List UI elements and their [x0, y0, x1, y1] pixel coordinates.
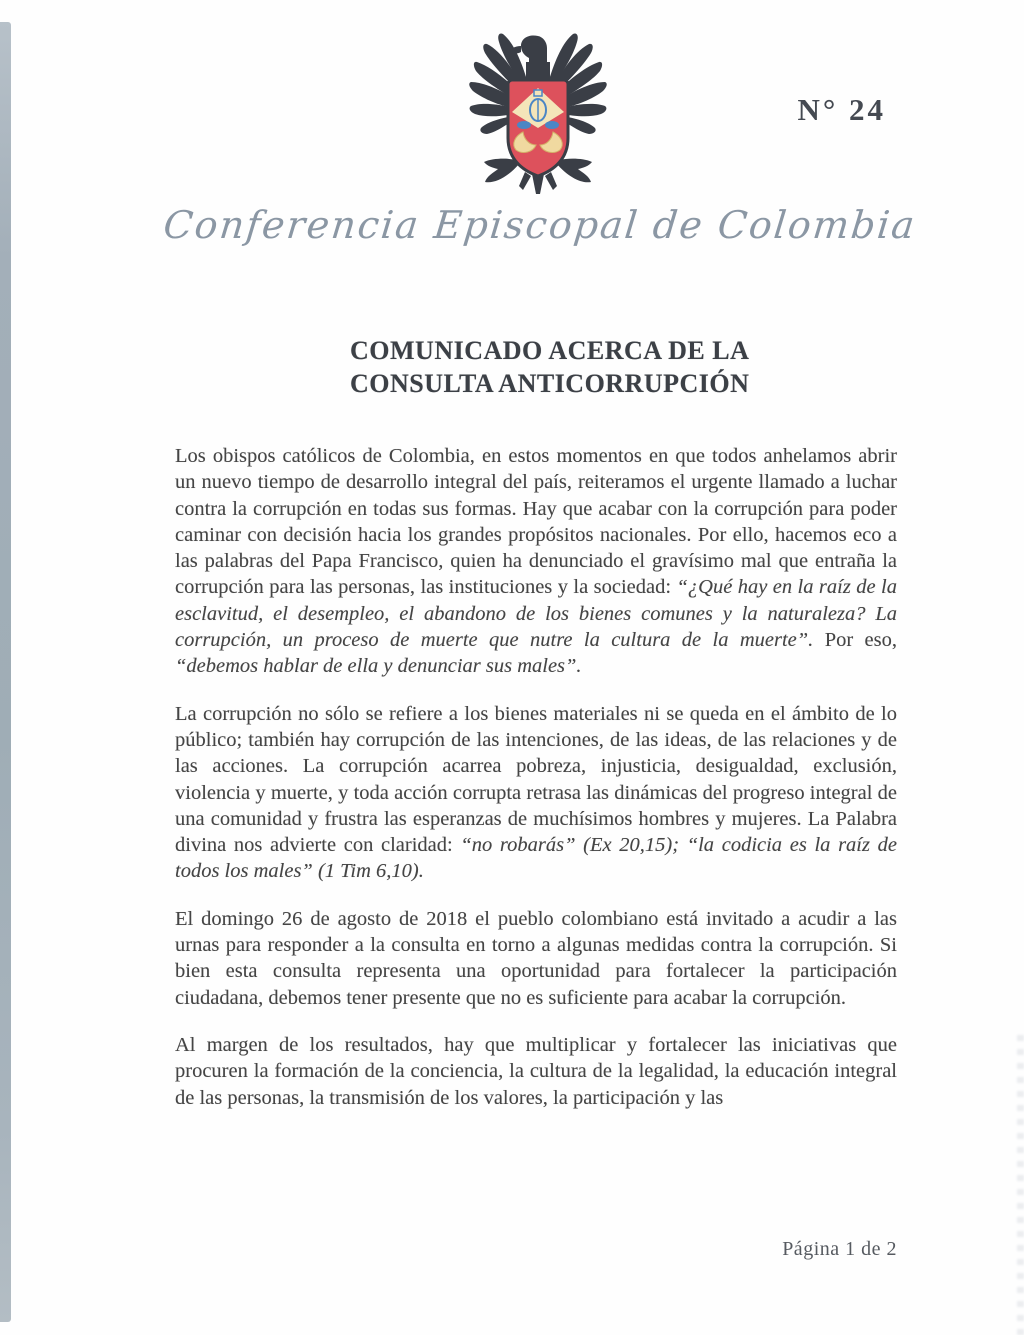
episcopal-crest	[463, 26, 613, 196]
organization-name: Conferencia Episcopal de Colombia	[161, 203, 919, 247]
scan-ghost-artifact	[1017, 1035, 1024, 1335]
eagle-with-shield-crest-icon	[463, 26, 613, 196]
document-title-line2: CONSULTA ANTICORRUPCIÓN	[350, 369, 750, 398]
document-body	[175, 443, 897, 1132]
paragraph: El domingo 26 de agosto de 2018 el pueblo colombiano está invitado a acudir a las urnas para responder a la consulta en torno a algunas medidas contra la corrupción. Si bien esta consulta representa una oportunidad para fortalecer la participación ciudadana, debemos tener presente que no es suficiente para acabar la corrupción.	[175, 907, 897, 1009]
document-number: N° 24	[797, 92, 886, 127]
document-title	[350, 334, 749, 400]
page-number-footer: Página 1 de 2	[782, 1238, 897, 1260]
paragraph: La corrupción no sólo se refiere a los bienes materiales ni se queda en el ámbito de lo público; también hay corrupción de las intenciones, de las ideas, de las relaciones y de las acciones. La corrupción acarrea pobreza, injusticia, desigualdad, exclusión, violencia y muerte, y toda acción corrupta retrasa las dinámicas del progreso integral de una comunidad y frustra las esperanzas de muchísimos hombres y mujeres. La Palabra divina nos advierte con claridad: “no robarás” (Ex 20,15); “la codicia es la raíz de todos los males” (1 Tim 6,10).	[175, 702, 897, 883]
document-title-line1: COMUNICADO ACERCA DE LA	[350, 336, 750, 365]
paragraph: Al margen de los resultados, hay que multiplicar y fortalecer las iniciativas que procuren la formación de la conciencia, la cultura de la legalidad, la educación integral de las personas, la transmisión de los valores, la participación y las	[175, 1033, 897, 1109]
paragraph: Los obispos católicos de Colombia, en estos momentos en que todos anhelamos abrir un nuevo tiempo de desarrollo integral del país, reiteramos el urgente llamado a luchar contra la corrupción en todas sus formas. Hay que acabar con la corrupción para poder caminar con decisión hacia los grandes propósitos nacionales. Por ello, hacemos eco a las palabras del Papa Francisco, quien ha denunciado el gravísimo mal que entraña la corrupción para las personas, las instituciones y la sociedad: “¿Qué hay en la raíz de la esclavitud, el desempleo, el abandono de los bienes comunes y la naturaleza? La corrupción, un proceso de muerte que nutre la cultura de la muerte”. Por eso, “debemos hablar de ella y denunciar sus males”.	[175, 445, 897, 678]
